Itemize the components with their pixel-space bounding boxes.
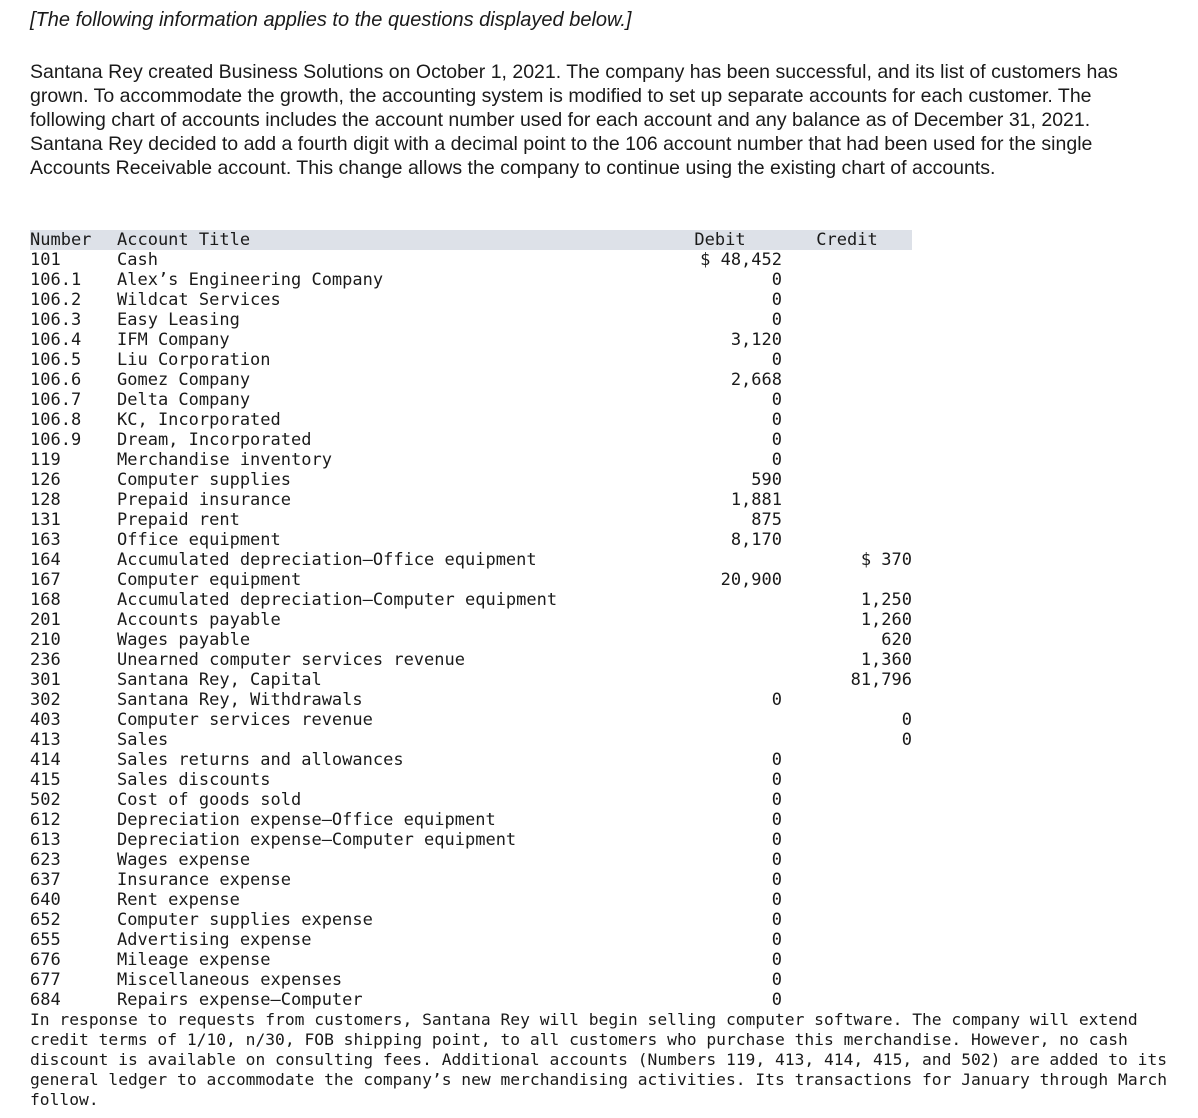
account-number: 210	[30, 630, 61, 650]
account-title: Liu Corporation	[117, 350, 271, 370]
account-number: 106.5	[30, 350, 82, 370]
debit-amount: 8,170	[730, 530, 782, 550]
account-number: 684	[30, 990, 61, 1010]
debit-amount: 0	[771, 990, 782, 1010]
account-number: 106.9	[30, 430, 82, 450]
account-number: 414	[30, 750, 61, 770]
account-title: Wages payable	[117, 630, 251, 650]
account-title: Wages expense	[117, 850, 251, 870]
debit-amount: 590	[751, 470, 782, 490]
debit-amount	[658, 650, 782, 670]
account-number: 676	[30, 950, 61, 970]
table-row	[30, 590, 912, 610]
chart-of-accounts-table	[30, 230, 912, 1010]
debit-amount: 0	[771, 310, 782, 330]
debit-amount: 0	[771, 430, 782, 450]
debit-amount: 0	[771, 270, 782, 290]
table-row	[30, 830, 912, 850]
credit-amount: 1,250	[860, 590, 912, 610]
account-title: Sales returns and allowances	[117, 750, 404, 770]
header-credit: Credit	[782, 230, 912, 250]
account-title: Accumulated depreciation—Office equipment	[117, 550, 537, 570]
debit-amount: 0	[771, 390, 782, 410]
account-title: IFM Company	[117, 330, 230, 350]
debit-amount: 0	[771, 770, 782, 790]
table-header	[30, 230, 912, 250]
credit-amount	[782, 970, 912, 990]
account-number: 236	[30, 650, 61, 670]
account-title: Unearned computer services revenue	[117, 650, 465, 670]
credit-amount: 0	[901, 730, 912, 750]
credit-amount	[782, 990, 912, 1010]
account-title: Alex’s Engineering Company	[117, 270, 384, 290]
debit-amount: 2,668	[730, 370, 782, 390]
account-number: 128	[30, 490, 61, 510]
debit-amount: 0	[771, 450, 782, 470]
debit-amount: 0	[771, 350, 782, 370]
table-row	[30, 350, 912, 370]
table-row	[30, 970, 912, 990]
account-title: Computer equipment	[117, 570, 302, 590]
account-number: 106.7	[30, 390, 82, 410]
account-number: 613	[30, 830, 61, 850]
debit-amount: 0	[771, 870, 782, 890]
account-number: 106.8	[30, 410, 82, 430]
debit-amount: 0	[771, 750, 782, 770]
credit-amount	[782, 890, 912, 910]
credit-amount: 1,360	[860, 650, 912, 670]
account-number: 640	[30, 890, 61, 910]
debit-amount: 0	[771, 290, 782, 310]
account-title: Prepaid rent	[117, 510, 240, 530]
context-note: [The following information applies to the questions displayed below.]	[30, 9, 632, 31]
table-row	[30, 870, 912, 890]
credit-amount	[782, 950, 912, 970]
table-row	[30, 510, 912, 530]
table-row	[30, 390, 912, 410]
header-number: Number	[30, 230, 117, 250]
table-row	[30, 430, 912, 450]
account-number: 106.2	[30, 290, 82, 310]
table-row	[30, 310, 912, 330]
credit-amount	[782, 790, 912, 810]
account-title: Accounts payable	[117, 610, 281, 630]
credit-amount	[782, 830, 912, 850]
table-row	[30, 550, 912, 570]
table-row	[30, 290, 912, 310]
debit-amount: 0	[771, 810, 782, 830]
debit-amount	[658, 550, 782, 570]
table-row	[30, 910, 912, 930]
table-row	[30, 850, 912, 870]
credit-amount	[782, 810, 912, 830]
debit-amount: 0	[771, 890, 782, 910]
debit-amount	[658, 590, 782, 610]
account-title: KC, Incorporated	[117, 410, 281, 430]
debit-amount	[658, 610, 782, 630]
credit-amount	[782, 370, 912, 390]
table-row	[30, 670, 912, 690]
account-title: Santana Rey, Capital	[117, 670, 322, 690]
table-row	[30, 450, 912, 470]
credit-amount	[782, 510, 912, 530]
account-title: Sales	[117, 730, 169, 750]
credit-amount	[782, 290, 912, 310]
credit-amount: 620	[881, 630, 912, 650]
debit-amount	[658, 710, 782, 730]
account-title: Sales discounts	[117, 770, 271, 790]
table-row	[30, 750, 912, 770]
debit-amount: 0	[771, 910, 782, 930]
account-number: 655	[30, 930, 61, 950]
debit-amount: 0	[771, 410, 782, 430]
account-title: Repairs expense—Computer	[117, 990, 363, 1010]
table-row	[30, 730, 912, 750]
debit-amount: 0	[771, 850, 782, 870]
account-number: 637	[30, 870, 61, 890]
credit-amount	[782, 490, 912, 510]
table-row	[30, 710, 912, 730]
account-number: 163	[30, 530, 61, 550]
table-row	[30, 570, 912, 590]
account-number: 106.4	[30, 330, 82, 350]
account-title: Depreciation expense—Computer equipment	[117, 830, 517, 850]
account-title: Depreciation expense—Office equipment	[117, 810, 496, 830]
credit-amount	[782, 850, 912, 870]
account-title: Advertising expense	[117, 930, 312, 950]
account-number: 131	[30, 510, 61, 530]
account-title: Merchandise inventory	[117, 450, 332, 470]
account-number: 168	[30, 590, 61, 610]
account-title: Cost of goods sold	[117, 790, 302, 810]
table-row	[30, 770, 912, 790]
table-row	[30, 470, 912, 490]
account-title: Prepaid insurance	[117, 490, 291, 510]
debit-amount: $ 48,452	[700, 250, 782, 270]
account-title: Computer supplies expense	[117, 910, 373, 930]
credit-amount	[782, 310, 912, 330]
account-number: 126	[30, 470, 61, 490]
account-title: Cash	[117, 250, 158, 270]
account-number: 623	[30, 850, 61, 870]
debit-amount: 0	[771, 690, 782, 710]
account-title: Miscellaneous expenses	[117, 970, 343, 990]
table-row	[30, 630, 912, 650]
credit-amount	[782, 330, 912, 350]
credit-amount	[782, 410, 912, 430]
table-row	[30, 330, 912, 350]
credit-amount	[782, 350, 912, 370]
credit-amount	[782, 430, 912, 450]
table-row	[30, 950, 912, 970]
debit-amount: 0	[771, 970, 782, 990]
account-number: 106.1	[30, 270, 82, 290]
account-number: 301	[30, 670, 61, 690]
table-row	[30, 370, 912, 390]
credit-amount	[782, 910, 912, 930]
credit-amount	[782, 870, 912, 890]
account-number: 302	[30, 690, 61, 710]
account-title: Computer supplies	[117, 470, 291, 490]
credit-amount	[782, 450, 912, 470]
account-title: Insurance expense	[117, 870, 291, 890]
credit-amount	[782, 530, 912, 550]
account-title: Santana Rey, Withdrawals	[117, 690, 363, 710]
table-row	[30, 930, 912, 950]
account-number: 403	[30, 710, 61, 730]
debit-amount: 0	[771, 950, 782, 970]
debit-amount	[658, 730, 782, 750]
table-row	[30, 410, 912, 430]
debit-amount: 20,900	[720, 570, 782, 590]
table-row	[30, 990, 912, 1010]
account-title: Office equipment	[117, 530, 281, 550]
account-number: 612	[30, 810, 61, 830]
credit-amount	[782, 270, 912, 290]
account-number: 415	[30, 770, 61, 790]
account-number: 164	[30, 550, 61, 570]
credit-amount	[782, 750, 912, 770]
account-title: Mileage expense	[117, 950, 271, 970]
table-row	[30, 250, 912, 270]
table-row	[30, 490, 912, 510]
credit-amount	[782, 470, 912, 490]
credit-amount: 81,796	[850, 670, 912, 690]
table-row	[30, 790, 912, 810]
debit-amount: 0	[771, 930, 782, 950]
credit-amount	[782, 690, 912, 710]
account-number: 677	[30, 970, 61, 990]
table-row	[30, 890, 912, 910]
account-title: Delta Company	[117, 390, 251, 410]
debit-amount: 1,881	[730, 490, 782, 510]
header-debit: Debit	[658, 230, 782, 250]
header-row	[30, 230, 912, 250]
table-row	[30, 690, 912, 710]
account-number: 167	[30, 570, 61, 590]
credit-amount: 1,260	[860, 610, 912, 630]
account-title: Wildcat Services	[117, 290, 281, 310]
account-title: Gomez Company	[117, 370, 251, 390]
intro-paragraph: Santana Rey created Business Solutions on October 1, 2021. The company has been successful, and its list of customers has grown. To accommodate the growth, the accounting system is modified to set up separate accounts for each customer. The following chart of accounts includes the account number used for each account and any balance as of December 31, 2021. Santana Rey decided to add a fourth digit with a decimal point to the 106 account number that had been used for the single Accounts Receivable account. This change allows the company to continue using the existing chart of accounts.	[30, 61, 1118, 179]
debit-amount: 0	[771, 830, 782, 850]
account-title: Easy Leasing	[117, 310, 240, 330]
account-title: Dream, Incorporated	[117, 430, 312, 450]
account-number: 502	[30, 790, 61, 810]
account-number: 106.6	[30, 370, 82, 390]
table-body	[30, 250, 912, 1010]
credit-amount: $ 370	[860, 550, 912, 570]
account-number: 101	[30, 250, 61, 270]
debit-amount	[658, 670, 782, 690]
table-row	[30, 270, 912, 290]
credit-amount	[782, 390, 912, 410]
account-number: 652	[30, 910, 61, 930]
table-row	[30, 810, 912, 830]
debit-amount: 0	[771, 790, 782, 810]
account-title: Computer services revenue	[117, 710, 373, 730]
credit-amount	[782, 570, 912, 590]
credit-amount	[782, 250, 912, 270]
header-account-title: Account Title	[117, 230, 658, 250]
account-title: Accumulated depreciation—Computer equipment	[117, 590, 558, 610]
debit-amount: 3,120	[730, 330, 782, 350]
outro-paragraph: In response to requests from customers, Santana Rey will begin selling computer software. The company will extend credit terms of 1/10, n/30, FOB shipping point, to all customers who purchase this merchandise. However, no cash discount is available on consulting fees. Additional accounts (Numbers 119, 413, 414, 415, and 502) are added to its general ledger to accommodate the company’s new merchandising activities. Its transactions for January through March follow.	[30, 1010, 1168, 1109]
account-number: 201	[30, 610, 61, 630]
credit-amount: 0	[901, 710, 912, 730]
account-number: 119	[30, 450, 61, 470]
table-row	[30, 530, 912, 550]
credit-amount	[782, 770, 912, 790]
account-number: 413	[30, 730, 61, 750]
account-number: 106.3	[30, 310, 82, 330]
table-row	[30, 610, 912, 630]
debit-amount	[658, 630, 782, 650]
account-title: Rent expense	[117, 890, 240, 910]
credit-amount	[782, 930, 912, 950]
debit-amount: 875	[751, 510, 782, 530]
table-row	[30, 650, 912, 670]
